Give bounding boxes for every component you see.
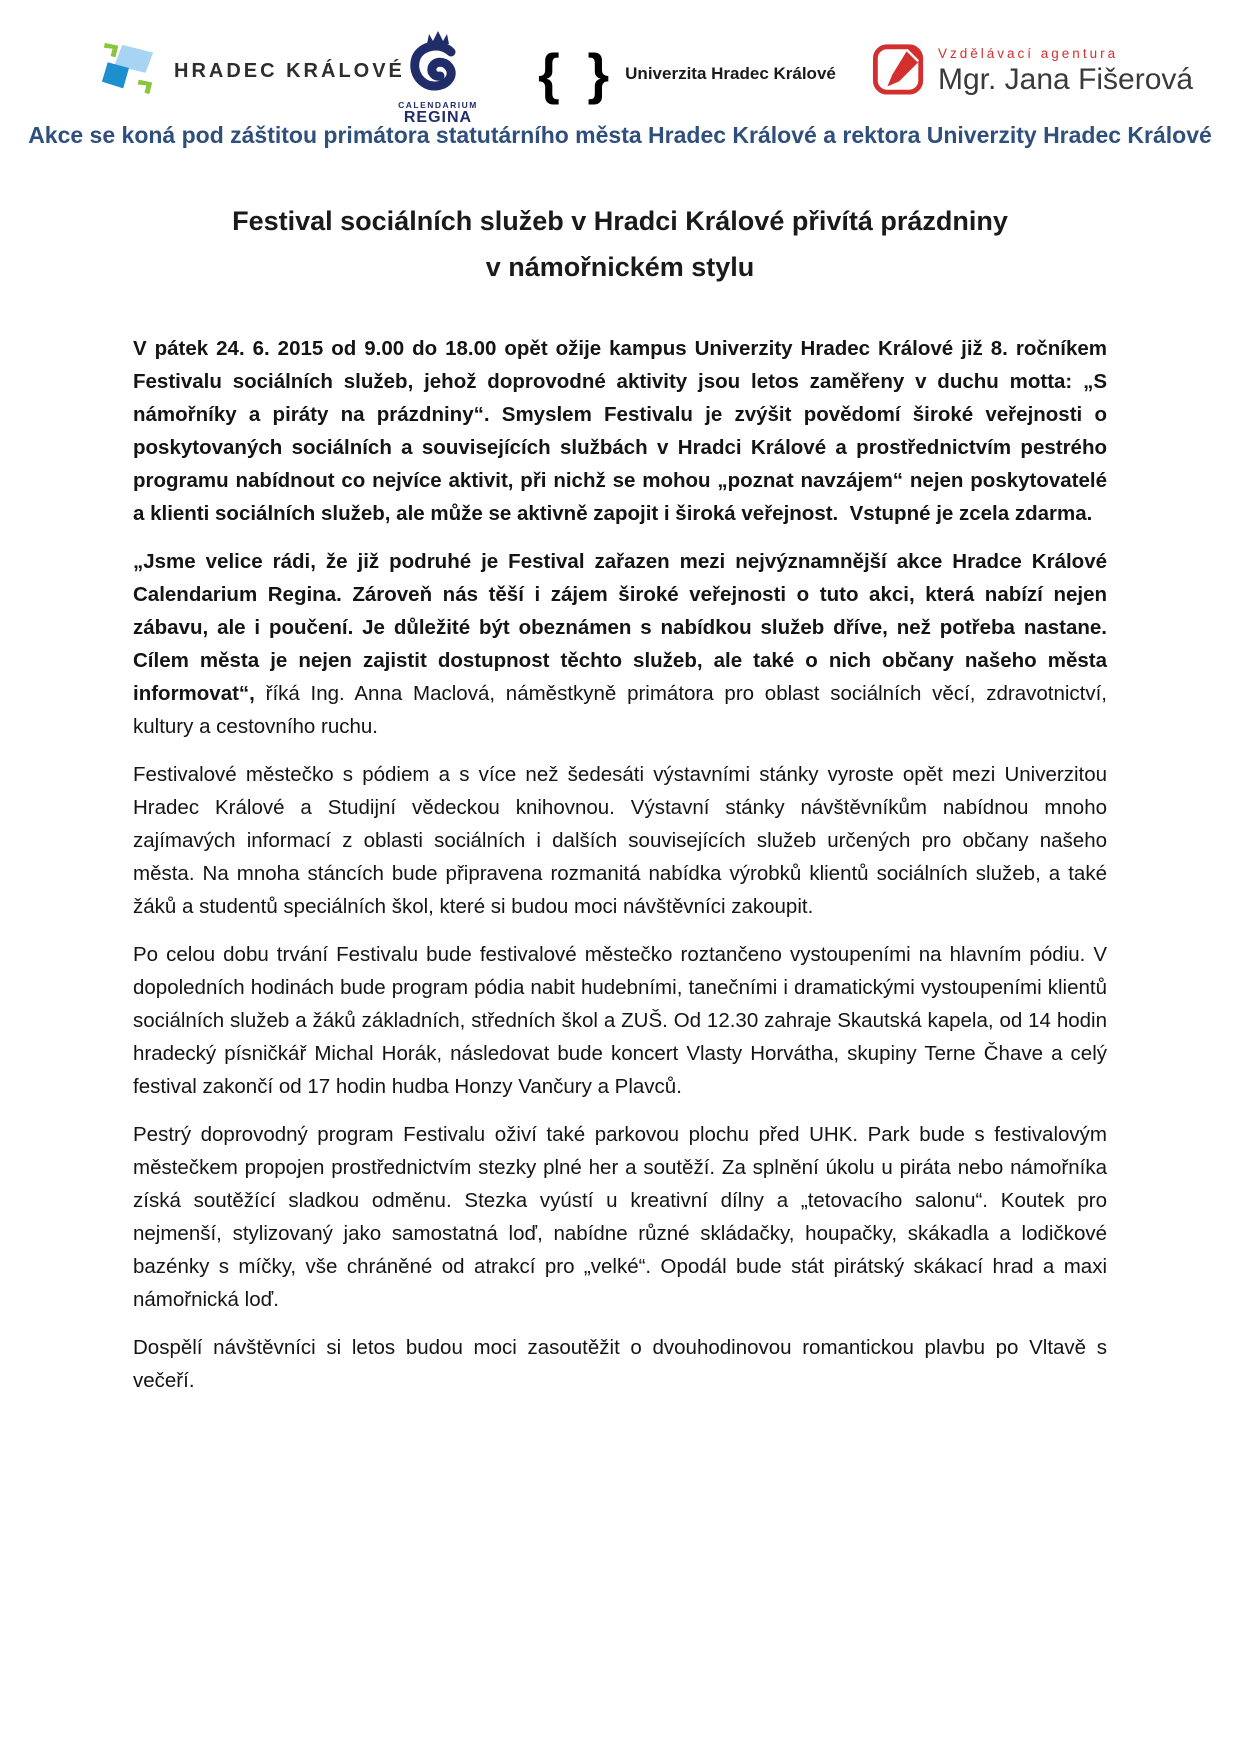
paragraph-text-bold: „Jsme velice rádi, že již podruhé je Festival zařazen mezi nejvýznamnější akce Hradce Králové Calendarium Regina. Zároveň nás těší i zájem široké veřejnosti o tuto akci, která nabízí nejen zábavu, ale i poučení. Je důležité být obeznámen s nabídkou služeb dříve, než potřeba nastane. Cílem města je nejen zajistit dostupnost těchto služeb, ale také o nich občany našeho města informovat“, xyxy=(133,550,1107,705)
braces-icon: { } xyxy=(538,42,616,105)
patronage-line: Akce se koná pod záštitou primátora statutárního města Hradec Králové a rektora Univerzity Hradec Králové xyxy=(28,122,1212,148)
hradec-kralove-logo xyxy=(100,40,405,103)
agency-name: Mgr. Jana Fišerová xyxy=(938,63,1194,96)
agency-logo xyxy=(872,42,1193,101)
paragraph-text: Pestrý doprovodný program Festivalu oživí také parkovou plochu před UHK. Park bude s festivalovým městečkem propojen prostřednictvím stezky plné her a soutěží. Za splnění úkolu u piráta nebo námořníka získá soutěžící sladkou odměnu. Stezka vyústí u kreativní dílny a „tetovacího salonu“. Koutek pro nejmenší, stylizovaný jako samostatná loď, nabídne různé skládačky, houpačky, skákadla a lodičkové bazénky s míčky, vše chráněné od atrakcí pro „velké“. Opodál bude stát pirátský skákací hrad a maxi námořnická loď. xyxy=(133,1123,1107,1311)
hradec-kralove-mark-icon xyxy=(100,40,158,103)
agency-tagline: Vzdělávací agentura xyxy=(938,46,1119,61)
pencil-square-icon xyxy=(872,42,926,101)
paragraph xyxy=(133,1118,1107,1316)
title-line-2: v námořnickém stylu xyxy=(485,252,755,282)
uhk-label: Univerzita Hradec Králové xyxy=(625,64,836,83)
paragraph-text: Dospělí návštěvníci si letos budou moci zasoutěžit o dvouhodinovou romantickou plavbu po Vltavě s večeří. xyxy=(133,1336,1107,1392)
document-title xyxy=(133,198,1107,290)
calendarium-regina-logo xyxy=(380,28,496,127)
paragraph-text: Festivalové městečko s pódiem a s více než šedesáti výstavními stánky vyroste opět mezi Univerzitou Hradec Králové a Studijní vědeckou knihovnou. Výstavní stánky návštěvníkům nabídnou mnoho zajímavých informací z oblasti sociálních i dalších souvisejících služeb určených pro občany našeho města. Na mnoha stáncích bude připravena rozmanitá nabídka výrobků klientů sociálních služeb, a také žáků a studentů speciálních škol, které si budou moci návštěvníci zakoupit. xyxy=(133,763,1107,918)
calendarium-crown-swirl-icon xyxy=(403,81,473,98)
regina-label: REGINA xyxy=(403,109,473,126)
paragraph-text-bold: V pátek 24. 6. 2015 od 9.00 do 18.00 opět ožije kampus Univerzity Hradec Králové již 8. ročníkem Festivalu sociálních služeb, jehož doprovodné aktivity jsou letos zaměřeny v duchu motta: „S námořníky a piráty na prázdniny“. Smyslem Festivalu je zvýšit povědomí široké veřejnosti o poskytovaných sociálních a souvisejících službách v Hradci Králové a prostřednictvím pestrého programu nabídnout co nejvíce aktivit, při nichž se mohou „poznat navzájem“ nejen poskytovatelé a klienti sociálních služeb, ale může se aktivně zapojit i široká veřejnost. Vstupné je zcela zdarma. xyxy=(133,337,1107,525)
document-body xyxy=(133,332,1107,1397)
title-line-1: Festival sociálních služeb v Hradci Králové přivítá prázdniny xyxy=(232,206,1008,236)
document-header xyxy=(0,0,1240,168)
paragraph xyxy=(133,758,1107,923)
paragraph xyxy=(133,1331,1107,1397)
paragraph-text: říká Ing. Anna Maclová, náměstkyně primátora pro oblast sociálních věcí, zdravotnictví, kultury a cestovního ruchu. xyxy=(133,682,1107,738)
paragraph-text: Po celou dobu trvání Festivalu bude festivalové městečko roztančeno vystoupeními na hlavním pódiu. V dopoledních hodinách bude program pódia nabit hudebními, tanečními i dramatickými vystoupeními klientů sociálních služeb a žáků základních, středních škol a ZUŠ. Od 12.30 zahraje Skautská kapela, od 14 hodin hradecký písničkář Michal Horák, následovat bude koncert Vlasty Horvátha, skupiny Terne Čhave a celý festival zakončí od 17 hodin hudba Honzy Vančury a Plavců. xyxy=(133,943,1107,1098)
hradec-kralove-label: HRADEC KRÁLOVÉ xyxy=(174,60,405,82)
calendarium-label: CALENDARIUM xyxy=(398,100,478,110)
agency-text xyxy=(938,46,1193,97)
paragraph xyxy=(133,938,1107,1103)
paragraph xyxy=(133,545,1107,743)
paragraph xyxy=(133,332,1107,530)
document-main xyxy=(133,198,1107,1397)
uhk-logo xyxy=(538,44,836,104)
